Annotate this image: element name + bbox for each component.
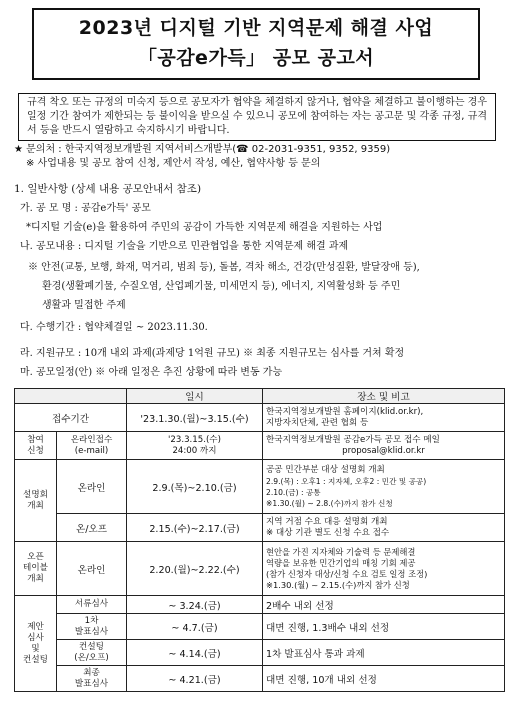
title-line-1: 2023년 디지털 기반 지역문제 해결 사업 [78, 17, 434, 39]
apply-label: 참여 신청 [15, 432, 57, 460]
review-note: 1차 발표심사 통과 과제 [263, 640, 505, 666]
item-ga: 가. 공 모 명 : 공감e가득' 공모 [20, 203, 151, 214]
review-sub: 서류심사 [57, 596, 127, 614]
review-date: ~ 3.24.(금) [127, 596, 263, 614]
table-row [15, 542, 505, 596]
header-blank [15, 389, 127, 404]
section-heading: 1. 일반사항 (상세 내용 공모안내서 참조) [14, 183, 202, 195]
briefing-online-label: 온라인 [57, 460, 127, 514]
briefing-offline-note: 지역 거점 수요 대응 설명회 개최 ※ 대상 기관 별도 신청 수요 접수 [263, 514, 505, 542]
item-ma: 마. 공모일정(안) ※ 아래 일정은 추진 상황에 따라 변동 가능 [20, 367, 283, 378]
briefing-label: 설명회 개최 [15, 460, 57, 542]
opentable-date: 2.20.(월)~2.22.(수) [127, 542, 263, 596]
item-na: 나. 공모내용 : 디지털 기술을 기반으로 민관협업을 통한 지역문제 해결 과제 [20, 241, 349, 252]
notice-box: 규격 착오 또는 규정의 미숙지 등으로 공모자가 협약을 체결하지 않거나, 협약을 체결하고 불이행하는 경우 일정 기간 참여가 제한되는 등 불이익을 받으실 수 있으니 공모에 참여하는 자는 공고문 및 각종 규정, 규격서 등을 반드시 열람하고 숙지하시기 바랍니다. [18, 93, 496, 141]
apply-note: 한국지역정보개발원 공감e가득 공모 접수 메일 proposal@klid.or.kr [263, 432, 505, 460]
review-date: ~ 4.7.(금) [127, 614, 263, 640]
review-date: ~ 4.21.(금) [127, 666, 263, 692]
item-na-note-3: 생활과 밀접한 주제 [42, 300, 126, 311]
item-ga-note: *디지털 기술(e)을 활용하여 주민의 공감이 가득한 지역문제 해결을 지원하는 사업 [26, 222, 383, 233]
contact-line: ★ 문의처 : 한국지역정보개발원 지역서비스개발부(☎ 02-2031-9351, 9352, 9359) [14, 144, 391, 155]
contact-sub: ※ 사업내용 및 공모 참여 신청, 제안서 작성, 예산, 협약사항 등 문의 [26, 158, 321, 169]
table-row [15, 666, 505, 692]
opentable-label: 오픈 테이블 개최 [15, 542, 57, 596]
review-note: 대면 진행, 10개 내외 선정 [263, 666, 505, 692]
table-row [15, 404, 505, 432]
review-note: 대면 진행, 1.3배수 내외 선정 [263, 614, 505, 640]
item-na-note-2: 환경(생활폐기물, 수질오염, 산업폐기물, 미세먼지 등), 에너지, 지역활성화 등 주민 [42, 281, 401, 292]
reception-label: 접수기간 [15, 404, 127, 432]
briefing-offline-label: 온/오프 [57, 514, 127, 542]
briefing-online-note: 공공 민간부분 대상 설명회 개최 2.9.(목) : 오후1 : 지자체, 오후2 : 민간 및 공공) 2.10.(금) : 공통 ※1.30.(월) ~ 2.8.(수)까지 참가 신청 [263, 460, 505, 514]
item-na-note-1: ※ 안전(교통, 보행, 화재, 먹거리, 범죄 등), 돌봄, 격차 해소, 건강(만성질환, 발달장애 등), [28, 262, 420, 273]
table-row [15, 514, 505, 542]
table-row [15, 432, 505, 460]
table-row [15, 596, 505, 614]
table-row [15, 640, 505, 666]
reception-date: '23.1.30.(월)~3.15.(수) [127, 404, 263, 432]
review-date: ~ 4.14.(금) [127, 640, 263, 666]
review-sub: 컨설팅 (온/오프) [57, 640, 127, 666]
header-date: 일시 [127, 389, 263, 404]
opentable-sub: 온라인 [57, 542, 127, 596]
title-line-2: 「공감e가득」 공모 공고서 [137, 47, 375, 69]
header-note: 장소 및 비고 [263, 389, 505, 404]
table-row [15, 614, 505, 640]
reception-note: 한국지역정보개발원 홈페이지(klid.or.kr), 지방자치단체, 관련 협회 등 [263, 404, 505, 432]
review-label: 제안 심사 및 컨설팅 [15, 596, 57, 692]
apply-date: '23.3.15.(수) 24:00 까지 [127, 432, 263, 460]
title-box [32, 8, 480, 80]
briefing-offline-date: 2.15.(수)~2.17.(금) [127, 514, 263, 542]
review-sub: 1차 발표심사 [57, 614, 127, 640]
briefing-online-date: 2.9.(목)~2.10.(금) [127, 460, 263, 514]
opentable-note: 현안을 가진 지자체와 기술력 등 문제해결 역량을 보유한 민간기업의 매칭 기회 제공 (참가 신청자 대상/신청 수요 검토 일정 조정) ※1.30.(월) ~ 2.15.(수)까지 참가 신청 [263, 542, 505, 596]
item-da: 다. 수행기간 : 협약체결일 ~ 2023.11.30. [20, 322, 208, 333]
table-header-row [15, 389, 505, 404]
review-sub: 최종 발표심사 [57, 666, 127, 692]
apply-sub: 온라인접수 (e-mail) [57, 432, 127, 460]
item-ra: 라. 지원규모 : 10개 내외 과제(과제당 1억원 규모) ※ 최종 지원규모는 심사를 거쳐 확정 [20, 348, 405, 359]
review-note: 2배수 내외 선정 [263, 596, 505, 614]
table-row [15, 460, 505, 514]
schedule-table [14, 388, 505, 692]
